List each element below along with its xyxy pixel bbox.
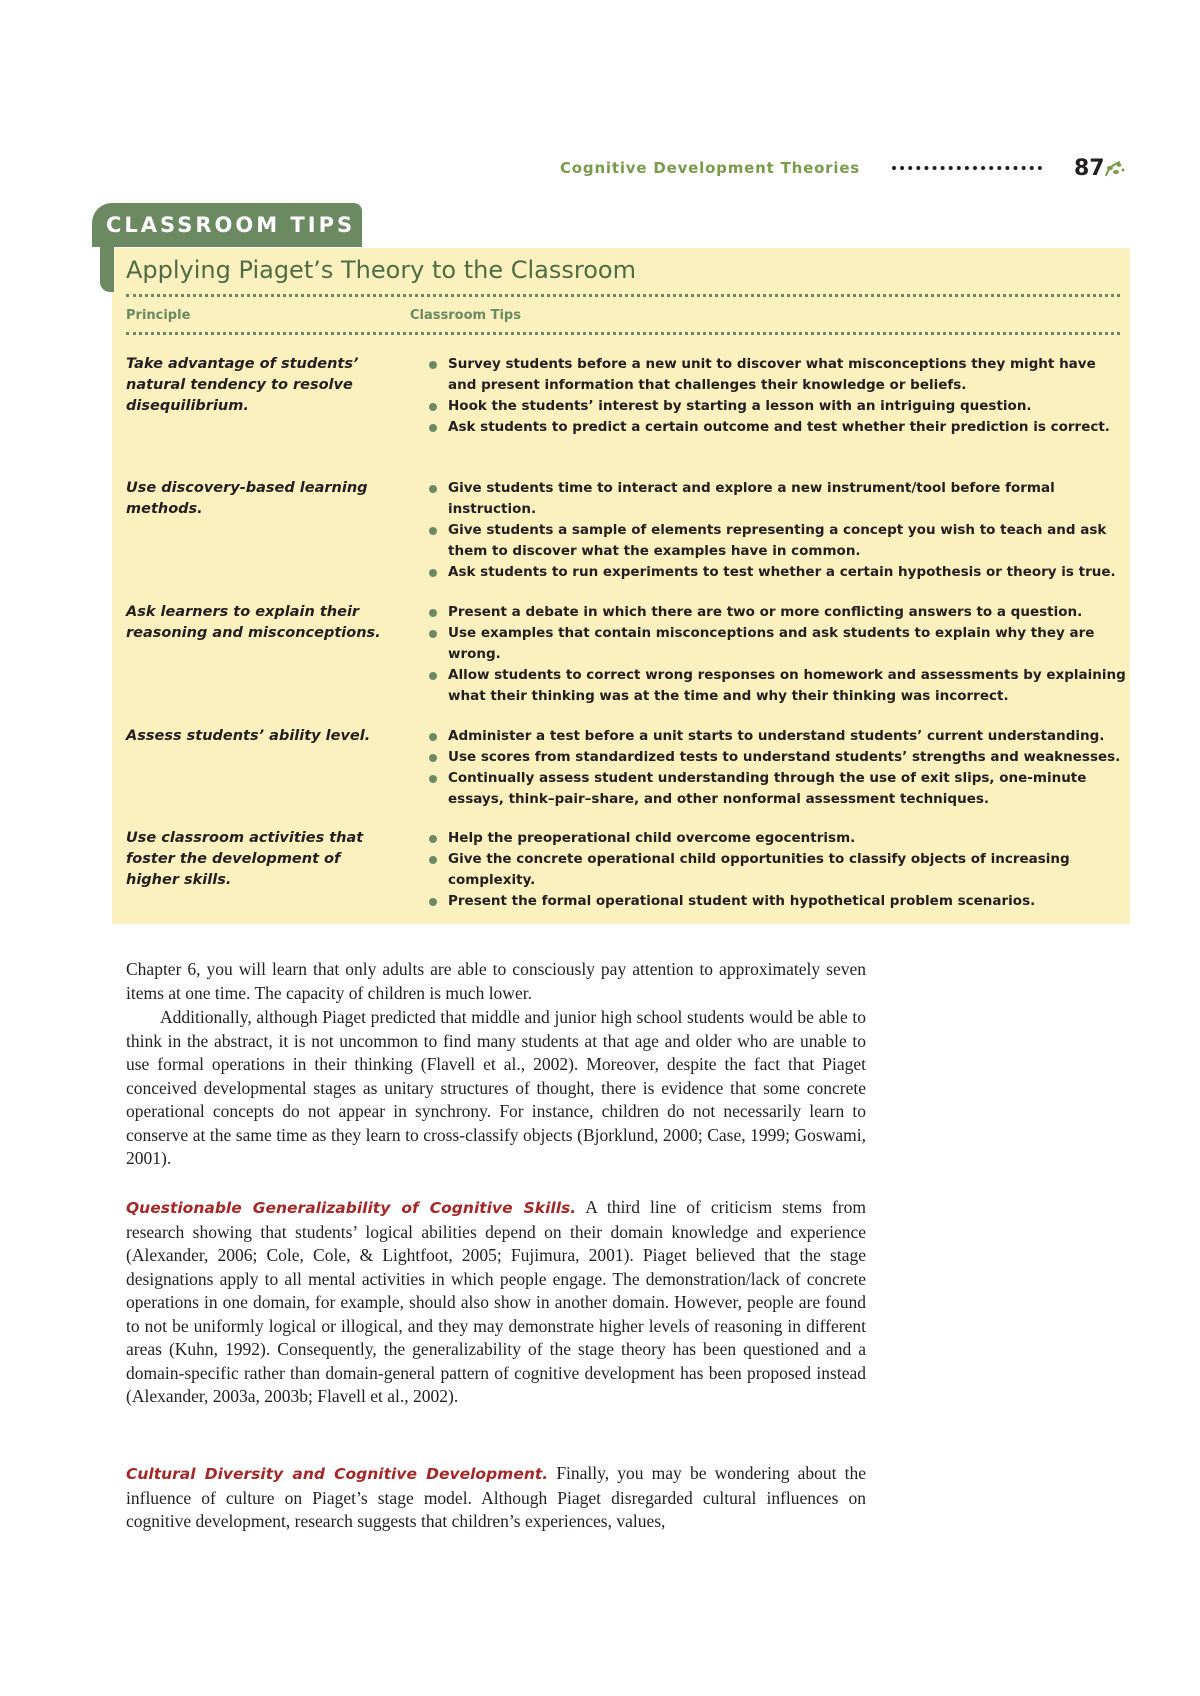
body-paragraph-text: Finally, you may be wondering about the influence of culture on Piaget’s stage model. Although Piaget disregarded cultural influences on cognitive development, research suggests that children’s experiences, values, xyxy=(126,1463,866,1531)
subhead-cultural-diversity: Cultural Diversity and Cognitive Development. xyxy=(126,1465,549,1483)
running-head xyxy=(560,156,1130,184)
tips-list xyxy=(426,354,1126,438)
classroom-tips-tab xyxy=(92,203,362,247)
bullet-icon xyxy=(429,609,437,617)
body-paragraph-text: A third line of criticism stems from research showing that students’ logical abilities depend on their domain knowledge and experience (Alexander, 2006; Cole, Cole, & Lightfoot, 2005; Fujimura, 2001). Piaget believed that the stage designations apply to all mental activities in which people engage. The demonstration/lack of concrete operations in one domain, for example, should also show in another domain. However, people are found to not be uniformly logical or illogical, and they may demonstrate higher levels of reasoning in different areas (Kuhn, 1992). Consequently, the generalizability of the stage theory has been questioned and a domain-specific rather than domain-general pattern of cognitive development has been proposed instead (Alexander, 2003a, 2003b; Flavell et al., 2002). xyxy=(126,1197,866,1406)
tips-title: Applying Piaget’s Theory to the Classroom xyxy=(126,256,636,284)
subhead-generalizability: Questionable Generalizability of Cognitive Skills. xyxy=(126,1199,577,1217)
bullet-icon xyxy=(429,569,437,577)
classroom-tips-tab-label: CLASSROOM TIPS xyxy=(106,213,356,237)
principle-text: Assess students’ ability level. xyxy=(126,728,371,744)
tip-item xyxy=(426,623,1126,665)
tip-text: Give students time to interact and explore a new instrument/tool before formal instruction. xyxy=(448,480,1055,517)
bullet-icon xyxy=(429,361,437,369)
principle-text: Ask learners to explain their reasoning and misconceptions. xyxy=(126,604,381,641)
running-head-dotted-rule xyxy=(892,166,1042,174)
tip-text: Ask students to run experiments to test whether a certain hypothesis or theory is true. xyxy=(448,564,1116,580)
tip-item xyxy=(426,849,1126,891)
bullet-icon xyxy=(429,733,437,741)
running-head-section-title: Cognitive Development Theories xyxy=(560,159,861,177)
tip-item xyxy=(426,726,1126,747)
page-number: 87 xyxy=(1074,156,1105,181)
tip-item xyxy=(426,478,1126,520)
tip-item xyxy=(426,768,1126,810)
tip-text: Present the formal operational student with hypothetical problem scenarios. xyxy=(448,893,1036,909)
tip-text: Give the concrete operational child opportunities to classify objects of increasing complexity. xyxy=(448,851,1070,888)
tips-divider-top xyxy=(126,294,1120,297)
tip-item xyxy=(426,417,1126,438)
body-paragraph xyxy=(126,1196,866,1409)
tip-text: Give students a sample of elements representing a concept you wish to teach and ask them to discover what the examples have in common. xyxy=(448,522,1107,559)
tip-item xyxy=(426,665,1126,707)
bullet-icon xyxy=(429,856,437,864)
tip-text: Ask students to predict a certain outcome and test whether their prediction is correct. xyxy=(448,419,1110,435)
col-header-principle: Principle xyxy=(126,308,191,323)
tip-text: Present a debate in which there are two or more conflicting answers to a question. xyxy=(448,604,1083,620)
tip-text: Continually assess student understanding through the use of exit slips, one-minute essays, think–pair–share, and other nonformal assessment techniques. xyxy=(448,770,1087,807)
col-header-classroom-tips: Classroom Tips xyxy=(410,308,521,323)
principle-text: Use discovery-based learning methods. xyxy=(126,480,368,517)
tips-list xyxy=(426,602,1126,707)
tip-text: Use scores from standardized tests to understand students’ strengths and weaknesses. xyxy=(448,749,1121,765)
principle-text: Take advantage of students’ natural tendency to resolve disequilibrium. xyxy=(126,356,359,414)
classroom-tips-box xyxy=(112,248,1130,924)
tip-item xyxy=(426,354,1126,396)
tip-text: Use examples that contain misconceptions and ask students to explain why they are wrong. xyxy=(448,625,1095,662)
body-paragraph: Additionally, although Piaget predicted that middle and junior high school students would be able to think in the abstract, it is not uncommon to find many students at that age and older who are unable to use formal operations in their thinking (Flavell et al., 2002). Moreover, despite the fact that Piaget conceived developmental stages as unitary structures of thought, there is evidence that some concrete operational concepts do not appear in synchrony. For instance, children do not necessarily learn to conserve at the same time as they learn to cross-classify objects (Bjorklund, 2000; Case, 1999; Goswami, 2001). xyxy=(126,1007,866,1168)
bullet-icon xyxy=(429,403,437,411)
tip-item xyxy=(426,828,1126,849)
tip-text: Survey students before a new unit to discover what misconceptions they might have and present information that challenges their knowledge or beliefs. xyxy=(448,356,1096,393)
bullet-icon xyxy=(429,485,437,493)
bullet-icon xyxy=(429,898,437,906)
tip-text: Allow students to correct wrong responses on homework and assessments by explaining what their thinking was at the time and why their thinking was incorrect. xyxy=(448,667,1126,704)
tips-list xyxy=(426,478,1126,583)
bullet-icon xyxy=(429,527,437,535)
body-paragraph: Chapter 6, you will learn that only adults are able to consciously pay attention to approximately seven items at one time. The capacity of children is much lower. xyxy=(126,959,866,1003)
tip-item xyxy=(426,747,1126,768)
tips-list xyxy=(426,726,1126,810)
tip-item xyxy=(426,891,1126,912)
tip-item xyxy=(426,562,1126,583)
tip-text: Hook the students’ interest by starting a lesson with an intriguing question. xyxy=(448,398,1032,414)
tips-list xyxy=(426,828,1126,912)
tip-item xyxy=(426,602,1126,623)
tip-text: Administer a test before a unit starts to understand students’ current understanding. xyxy=(448,728,1105,744)
bullet-icon xyxy=(429,835,437,843)
bullet-icon xyxy=(429,672,437,680)
bullet-icon xyxy=(429,754,437,762)
tip-item xyxy=(426,396,1126,417)
bullet-icon xyxy=(429,424,437,432)
classroom-tips-tab-bar xyxy=(100,240,114,292)
body-paragraph xyxy=(126,1462,866,1534)
bullet-icon xyxy=(429,775,437,783)
leaf-ornament-icon xyxy=(1102,158,1126,180)
bullet-icon xyxy=(429,630,437,638)
tip-item xyxy=(426,520,1126,562)
tip-text: Help the preoperational child overcome egocentrism. xyxy=(448,830,856,846)
tips-divider-header xyxy=(126,332,1120,335)
principle-text: Use classroom activities that foster the development of higher skills. xyxy=(126,830,364,888)
